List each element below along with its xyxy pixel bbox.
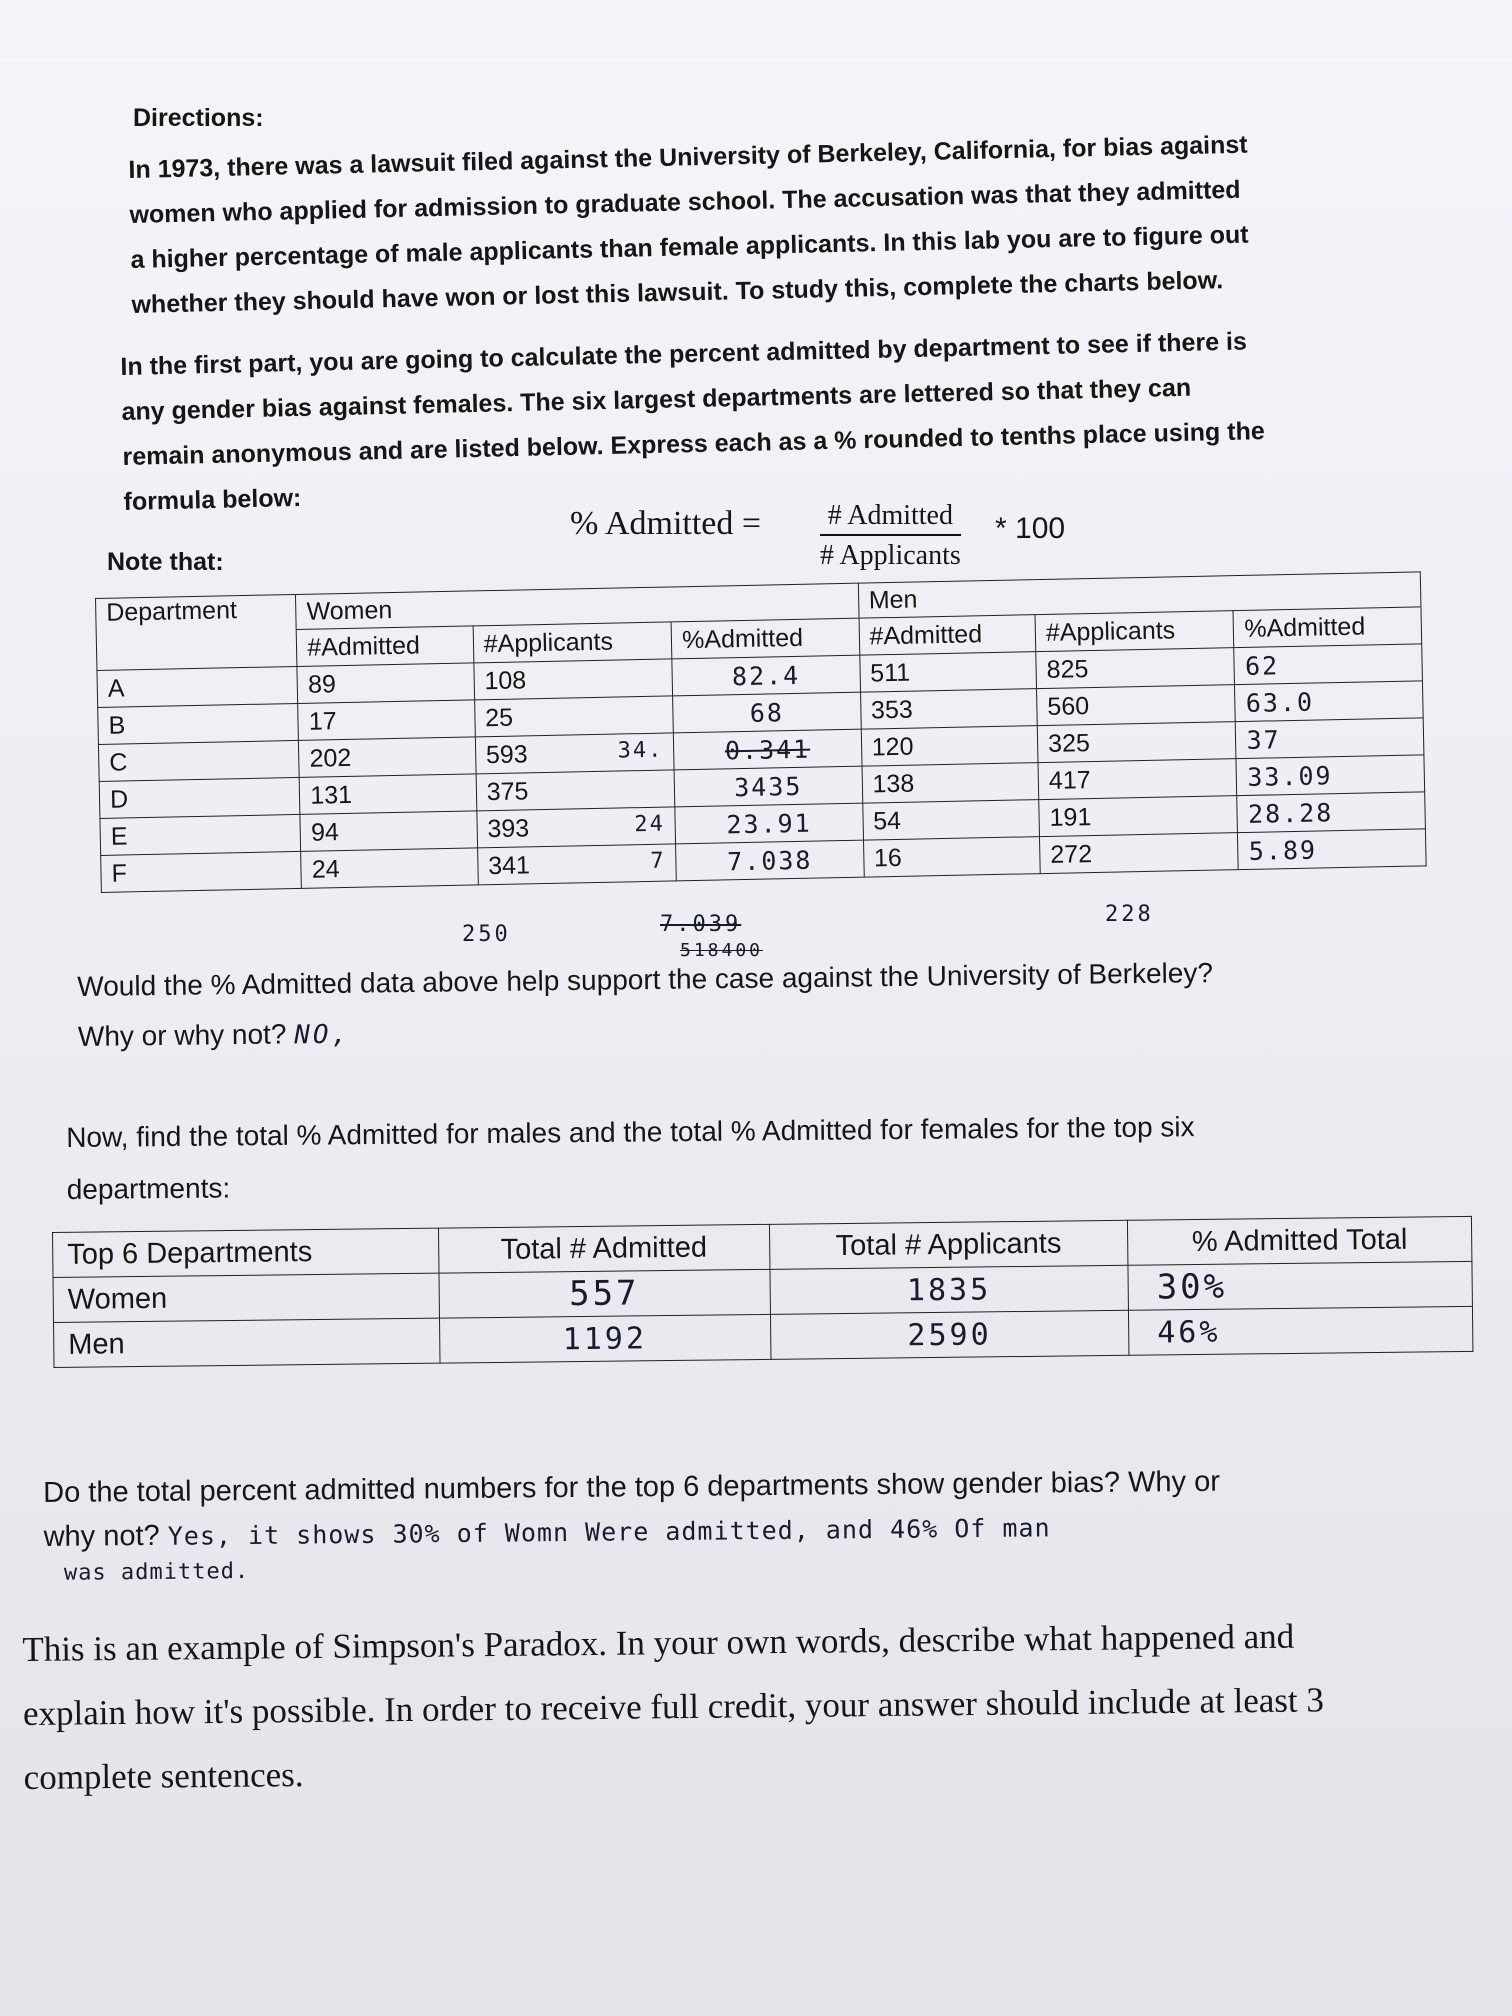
value: 341: [487, 850, 531, 880]
instruction-2-line: Now, find the total % Admitted for males and the total % Admitted for females for the top six: [66, 1111, 1195, 1153]
scratch-pct-note-2: 518400: [680, 940, 764, 961]
closing-prompt: [22, 1604, 1325, 1810]
men-admitted-cell: 54: [862, 800, 1039, 841]
formula-lhs: % Admitted =: [570, 505, 762, 542]
dept-cell: C: [98, 740, 299, 781]
closing-line: This is an example of Simpson's Paradox. In your own words, describe what happened and: [22, 1616, 1295, 1669]
men-admitted-cell: 16: [863, 837, 1040, 878]
men-pct-cell: 62: [1234, 644, 1422, 685]
totals-table: [52, 1216, 1473, 1368]
scratch-women-applicants-sum: 250: [462, 922, 511, 947]
men-pct-cell: 5.89: [1238, 829, 1426, 870]
men-admitted-cell: 120: [861, 726, 1038, 767]
men-admitted-cell: 138: [862, 763, 1039, 804]
paragraph-2-line: remain anonymous and are listed below. Express each as a % rounded to tenths place using the: [122, 417, 1266, 471]
total-applicants-cell: 2590: [770, 1310, 1129, 1359]
women-admitted-cell: 202: [299, 737, 476, 778]
department-table: [95, 571, 1427, 893]
formula-denominator: # Applicants: [820, 540, 961, 571]
value: 393: [487, 813, 530, 843]
scratch-men-applicants-sum: 228: [1105, 902, 1154, 927]
paragraph-1-line: women who applied for admission to graduate school. The accusation was that they admitted: [129, 175, 1241, 229]
women-pct-cell: 23.91: [675, 803, 863, 844]
men-pct-cell: 33.09: [1236, 755, 1424, 796]
women-admitted-cell: 17: [298, 700, 475, 741]
total-admitted-header: Total # Admitted: [438, 1224, 770, 1273]
women-applicants-cell: [475, 733, 674, 774]
question-2-line: Do the total percent admitted numbers for the top 6 departments show gender bias? Why or: [43, 1465, 1221, 1509]
men-pct-cell: 28.28: [1237, 792, 1425, 833]
question-1: [77, 948, 1214, 1063]
women-pct-cell: 0.341: [673, 729, 861, 770]
women-admitted-header: #Admitted: [296, 626, 473, 667]
paragraph-1-line: In 1973, there was a lawsuit filed against the University of Berkeley, California, for bias against: [128, 130, 1248, 184]
men-admitted-cell: 353: [860, 689, 1037, 730]
women-admitted-cell: 131: [299, 774, 476, 815]
instruction-2-line: departments:: [66, 1172, 231, 1205]
question-1-line: Would the % Admitted data above help support the case against the University of Berkeley?: [77, 957, 1214, 1002]
women-pct-cell: 3435: [674, 766, 862, 807]
women-admitted-cell: 24: [301, 848, 478, 889]
women-pct-cell: 68: [673, 692, 861, 733]
pct-admitted-total-header: % Admitted Total: [1127, 1216, 1471, 1265]
women-pct-header: %Admitted: [671, 618, 859, 659]
paragraph-1: [128, 123, 1251, 328]
women-pct-cell: 82.4: [672, 655, 860, 696]
men-applicants-cell: 825: [1036, 648, 1235, 689]
value: 108: [484, 665, 527, 695]
men-applicants-cell: 417: [1038, 759, 1237, 800]
scratch-note: 34.: [617, 737, 664, 764]
men-applicants-cell: 272: [1039, 833, 1238, 874]
question-2-answer-continued: was admitted.: [63, 1559, 250, 1586]
total-applicants-header: Total # Applicants: [769, 1220, 1128, 1269]
paragraph-2-line: any gender bias against females. The six largest departments are lettered so that they can: [121, 373, 1192, 426]
men-applicants-cell: 325: [1037, 722, 1236, 763]
paragraph-1-line: a higher percentage of male applicants than female applicants. In this lab you are to figure out: [130, 220, 1249, 274]
women-applicants-cell: [474, 696, 673, 737]
pct-admitted-cell: 30%: [1128, 1261, 1472, 1310]
dept-cell: D: [99, 777, 300, 818]
women-admitted-cell: 89: [297, 663, 474, 704]
formula-multiplier: * 100: [995, 512, 1066, 545]
row-label: Women: [53, 1273, 439, 1322]
total-admitted-cell: 557: [439, 1269, 771, 1318]
question-2: [43, 1456, 1484, 1589]
note-label: Note that:: [107, 548, 224, 576]
women-applicants-cell: [477, 807, 676, 848]
question-2-prompt: why not?: [43, 1519, 160, 1553]
scratch-note: 24: [634, 811, 666, 837]
men-admitted-header: #Admitted: [859, 615, 1036, 656]
paragraph-2-line: formula below:: [123, 483, 302, 516]
women-header: Women: [296, 583, 859, 629]
formula-numerator: # Admitted: [820, 500, 961, 536]
dept-cell: F: [101, 851, 302, 892]
pct-admitted-cell: 46%: [1128, 1306, 1472, 1355]
question-1-answer: NO,: [294, 1019, 351, 1051]
scratch-note: 7: [650, 848, 666, 874]
top6-header: Top 6 Departments: [53, 1228, 439, 1277]
men-applicants-cell: 191: [1039, 796, 1238, 837]
total-admitted-cell: 1192: [439, 1314, 771, 1363]
women-applicants-cell: [474, 659, 673, 700]
men-header: Men: [858, 572, 1421, 618]
value: 25: [484, 703, 514, 732]
closing-line: complete sentences.: [23, 1755, 304, 1797]
women-applicants-cell: [476, 770, 675, 811]
men-pct-header: %Admitted: [1233, 607, 1421, 648]
dept-cell: A: [97, 666, 298, 707]
women-pct-cell: 7.038: [676, 840, 864, 881]
total-applicants-cell: 1835: [770, 1265, 1129, 1314]
paragraph-2: [120, 319, 1266, 525]
formula-fraction: [820, 500, 961, 572]
department-header: Department: [96, 594, 298, 670]
men-applicants-header: #Applicants: [1035, 611, 1234, 652]
women-applicants-cell: [477, 844, 676, 885]
dept-cell: E: [100, 814, 301, 855]
men-pct-cell: 63.0: [1235, 681, 1423, 722]
scratch-pct-note-1: 7.039: [660, 912, 742, 937]
women-applicants-header: #Applicants: [473, 622, 672, 663]
paragraph-2-line: In the first part, you are going to calculate the percent admitted by department to see if there is: [120, 327, 1248, 381]
men-pct-cell: 37: [1236, 718, 1424, 759]
paragraph-1-line: whether they should have won or lost this lawsuit. To study this, complete the charts below.: [131, 266, 1224, 319]
value: 375: [486, 776, 529, 806]
value: 593: [485, 739, 528, 769]
question-2-answer: Yes, it shows 30% of Womn Were admitted, and 46% Of man: [167, 1513, 1051, 1551]
closing-line: explain how it's possible. In order to receive full credit, your answer should include at least 3: [22, 1680, 1325, 1733]
dept-cell: B: [98, 703, 299, 744]
instruction-2: [66, 1101, 1195, 1216]
women-admitted-cell: 94: [300, 811, 477, 852]
question-1-prompt: Why or why not?: [77, 1018, 287, 1052]
directions-heading: Directions:: [133, 104, 264, 132]
row-label: Men: [54, 1318, 440, 1367]
men-applicants-cell: 560: [1037, 685, 1236, 726]
men-admitted-cell: 511: [859, 652, 1036, 693]
